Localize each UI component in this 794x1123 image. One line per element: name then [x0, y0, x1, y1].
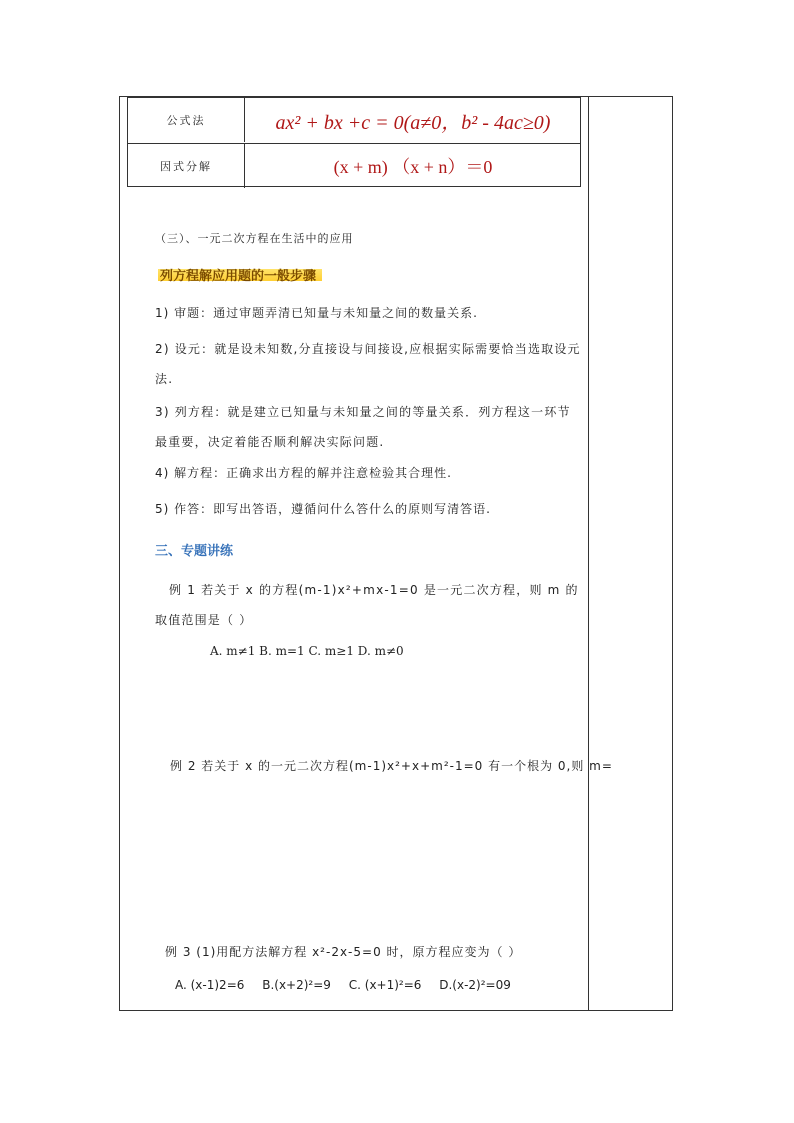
example-1-options: A. m≠1 B. m=1 C. m≥1 D. m≠0 — [210, 644, 404, 658]
right-column-divider — [588, 96, 589, 1011]
section-title: 三、专题讲练 — [155, 544, 234, 559]
example-3-option-b: B.(x+2)²=9 — [262, 978, 331, 992]
method-name: 公式法 — [128, 98, 245, 142]
example-3-option-d: D.(x-2)²=09 — [439, 978, 511, 992]
method-row-factoring — [128, 143, 580, 188]
example-1-text: 例 1 若关于 x 的方程(m-1)x²+mx-1=0 是一元二次方程，则 m 的取值范围是（ ） — [155, 583, 579, 627]
example-2-text: 例 2 若关于 x 的一元二次方程(m-1)x²+x+m²-1=0 有一个根为 0,则 m= — [170, 759, 613, 773]
example-3-option-a: A. (x-1)2=6 — [175, 978, 245, 992]
method-row-formula — [128, 98, 580, 142]
example-3-text: 例 3 (1)用配方法解方程 x²-2x-5=0 时，原方程应变为（ ） — [165, 945, 522, 959]
step-2: 2) 设元：就是设未知数,分直接设与间接设,应根据实际需要恰当选取设元法. — [155, 342, 581, 386]
step-1: 1) 审题：通过审题弄清已知量与未知量之间的数量关系. — [155, 306, 478, 320]
method-name: 因式分解 — [128, 144, 245, 188]
example-3-option-c: C. (x+1)²=6 — [348, 978, 422, 992]
method-table — [127, 97, 581, 187]
method-formula: (x + m) （x + n）＝0 — [333, 157, 493, 177]
section3-heading: （三）、一元二次方程在生活中的应用 — [155, 232, 354, 245]
example-3-options — [175, 978, 525, 992]
step-4: 4) 解方程：正确求出方程的解并注意检验其合理性. — [155, 466, 452, 480]
method-formula: ax² + bx +c = 0(a≠0，b² - 4ac≥0) — [275, 111, 551, 134]
highlight-heading: 列方程解应用题的一般步骤 — [158, 265, 322, 284]
step-3: 3) 列方程：就是建立已知量与未知量之间的等量关系．列方程这一环节最重要，决定着能否顺利解决实际问题. — [155, 405, 571, 449]
step-5: 5) 作答：即写出答语，遵循问什么答什么的原则写清答语. — [155, 502, 491, 516]
